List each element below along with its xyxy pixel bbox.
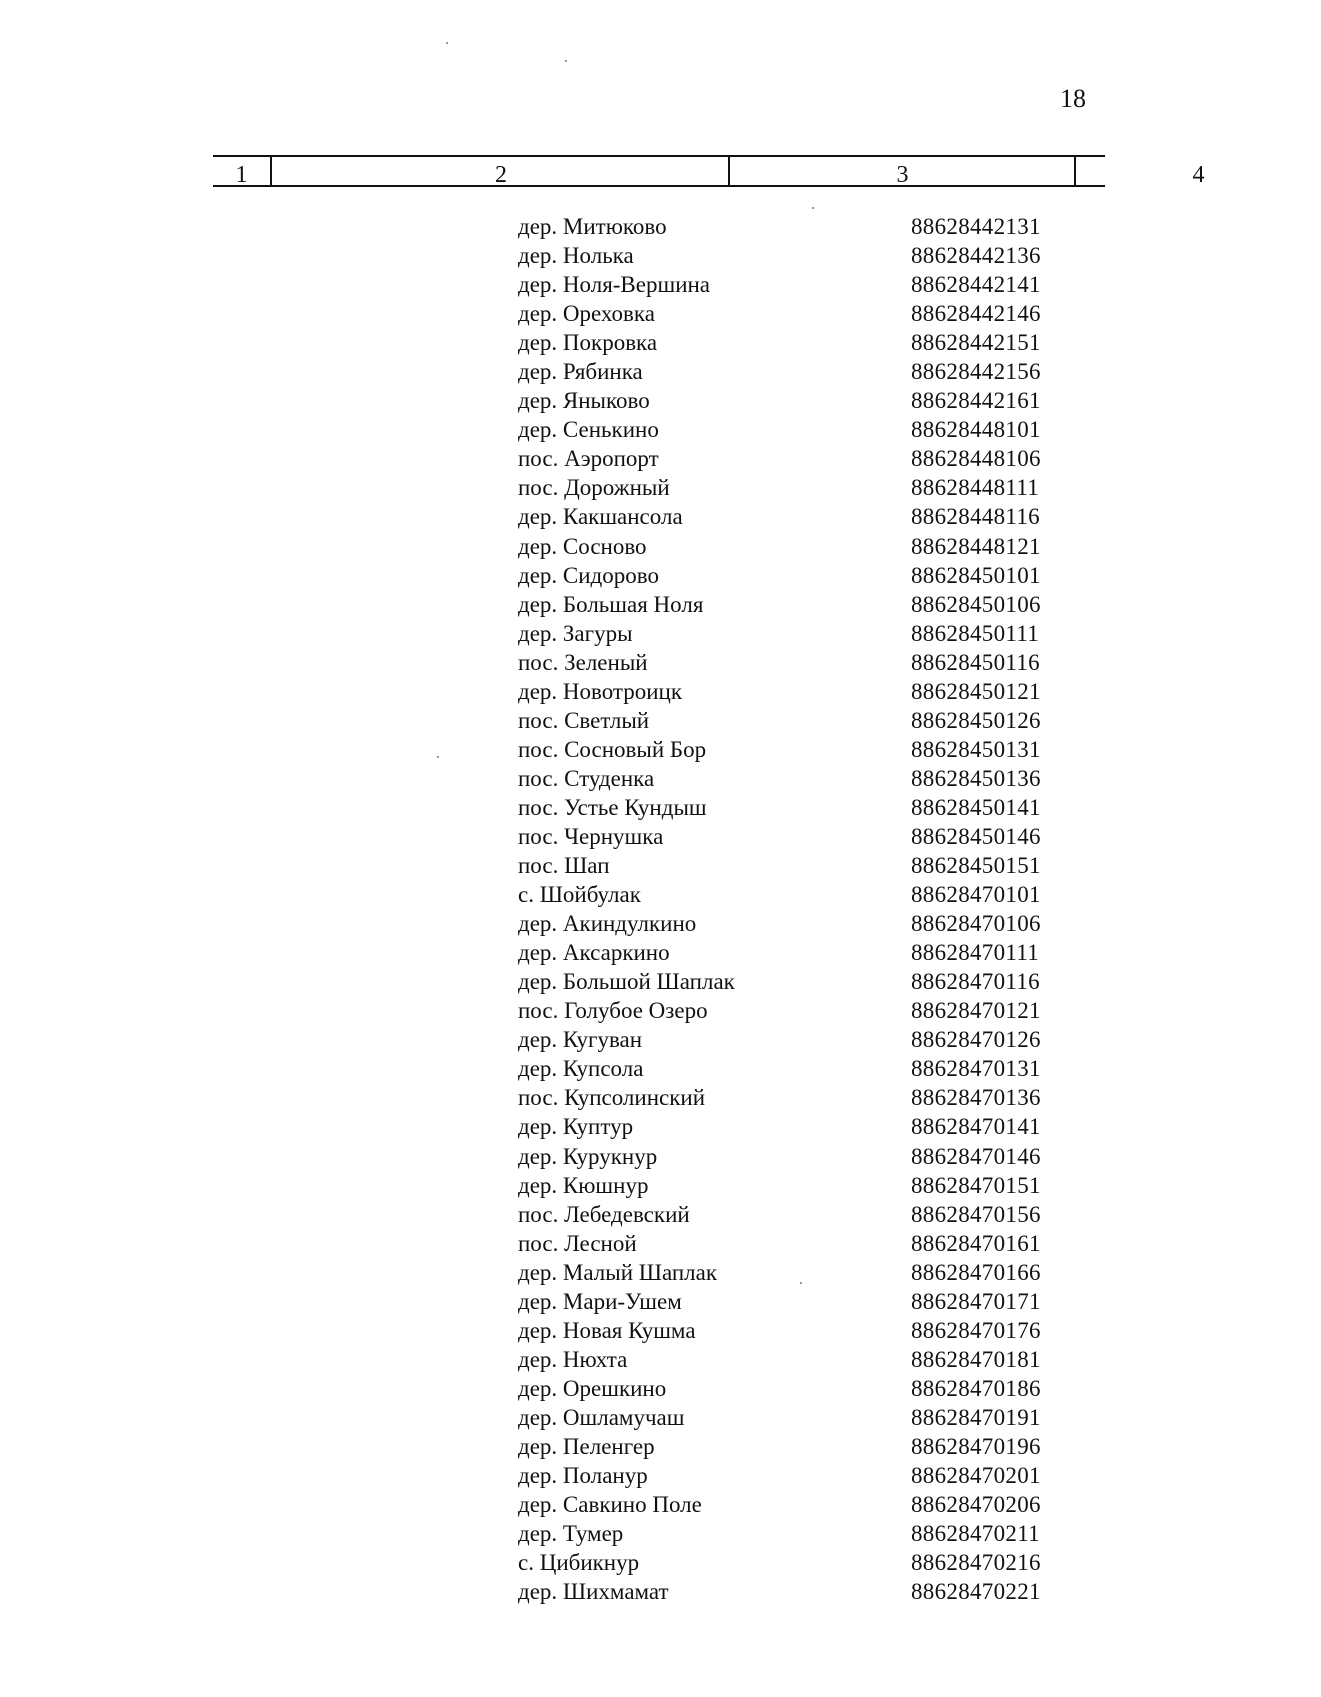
list-item [0,1142,1200,1171]
settlement-code: 88628442161 [911,388,1041,414]
settlement-code: 88628470221 [911,1579,1041,1605]
settlement-name: дер. Аксаркино [518,940,670,966]
settlement-code: 88628470156 [911,1201,1041,1227]
list-item [0,1229,1200,1258]
list-item [0,1287,1200,1316]
column-header-2: 2 [495,162,507,188]
settlement-name: дер. Рябинка [518,359,643,385]
list-item [0,299,1200,328]
list-item [0,1200,1200,1229]
settlement-name: дер. Сосново [518,533,647,559]
settlement-code: 88628470166 [911,1259,1041,1285]
settlement-code: 88628450101 [911,562,1041,588]
list-item [0,938,1200,967]
settlement-name: пос. Лебедевский [518,1201,690,1227]
list-item [0,764,1200,793]
list-item [0,677,1200,706]
settlement-code: 88628448101 [911,417,1041,443]
settlement-code: 88628450116 [911,649,1040,675]
settlement-code: 88628442146 [911,301,1041,327]
list-item [0,1054,1200,1083]
settlement-code: 88628470106 [911,911,1041,937]
settlement-code: 88628470101 [911,882,1041,908]
settlement-name: дер. Нюхта [518,1346,628,1372]
scan-speck [437,756,439,758]
settlement-name: пос. Купсолинский [518,1085,706,1111]
list-item [0,532,1200,561]
settlement-name: дер. Ноля-Вершина [518,272,711,298]
settlement-code: 88628470126 [911,1027,1041,1053]
list-item [0,1316,1200,1345]
list-item [0,473,1200,502]
list-item [0,212,1200,241]
list-item [0,1112,1200,1141]
list-item [0,1374,1200,1403]
list-item [0,1025,1200,1054]
settlement-code: 88628450106 [911,591,1041,617]
settlement-name: дер. Ошламучаш [518,1404,685,1430]
settlement-name: дер. Акиндулкино [518,911,697,937]
list-item [0,1258,1200,1287]
settlement-name: дер. Малый Шаплак [518,1259,718,1285]
list-item [0,996,1200,1025]
settlement-name: пос. Сосновый Бор [518,736,707,762]
list-item [0,735,1200,764]
settlement-name: дер. Сенькино [518,417,659,443]
settlement-name: дер. Орешкино [518,1375,667,1401]
settlement-code: 88628470181 [911,1346,1041,1372]
settlement-code: 88628450136 [911,765,1041,791]
settlement-code: 88628470136 [911,1085,1041,1111]
settlement-name: дер. Новотроицк [518,678,683,704]
settlement-code: 88628448111 [911,475,1040,501]
column-header-table [213,155,1205,188]
scan-speck [565,60,567,62]
settlement-code: 88628470186 [911,1375,1041,1401]
scan-speck [812,207,814,209]
settlement-name: пос. Студенка [518,765,655,791]
settlement-code: 88628450151 [911,853,1041,879]
settlement-name: пос. Чернушка [518,823,664,849]
settlement-code: 88628470161 [911,1230,1041,1256]
settlement-code: 88628442151 [911,330,1041,356]
settlement-code: 88628470151 [911,1172,1041,1198]
settlement-name: дер. Курукнур [518,1143,658,1169]
settlement-code: 88628470121 [911,998,1041,1024]
list-item [0,851,1200,880]
settlement-code: 88628450131 [911,736,1041,762]
list-item [0,1083,1200,1112]
settlement-code: 88628450141 [911,794,1041,820]
settlement-name: дер. Шихмамат [518,1579,669,1605]
settlement-code: 88628470131 [911,1056,1041,1082]
settlement-code: 88628470171 [911,1288,1041,1314]
list-item [0,706,1200,735]
list-item [0,1403,1200,1432]
settlement-name: дер. Поланур [518,1463,648,1489]
settlement-code: 88628470146 [911,1143,1041,1169]
settlement-name: дер. Нолька [518,243,634,269]
list-item [0,357,1200,386]
settlement-code: 88628470216 [911,1550,1041,1576]
settlement-code: 88628450126 [911,707,1041,733]
settlement-code: 88628448121 [911,533,1041,559]
settlement-name: дер. Купсола [518,1056,644,1082]
settlement-name: пос. Дорожный [518,475,670,501]
settlement-name: пос. Устье Кундыш [518,794,707,820]
settlement-code: 88628442136 [911,243,1041,269]
settlement-code: 88628470191 [911,1404,1041,1430]
settlement-name: пос. Аэропорт [518,446,659,472]
settlement-code: 88628442131 [911,214,1041,239]
settlement-code: 88628448106 [911,446,1041,472]
column-header-4: 4 [1192,162,1205,188]
list-item [0,1577,1200,1606]
list-item [0,619,1200,648]
settlement-name: с. Шойбулак [518,882,641,908]
list-item [0,270,1200,299]
settlement-name: дер. Большой Шаплак [518,969,735,995]
settlement-code: 88628470116 [911,969,1040,995]
list-item [0,909,1200,938]
settlement-code: 88628442156 [911,359,1041,385]
list-item [0,444,1200,473]
column-header-3: 3 [896,162,909,188]
settlement-name: пос. Зеленый [518,649,648,675]
settlement-code: 88628442141 [911,272,1041,298]
settlement-name: дер. Какшансола [518,504,683,530]
settlement-name: дер. Новая Кушма [518,1317,696,1343]
list-item [0,561,1200,590]
settlement-name: пос. Светлый [518,707,650,733]
list-item [0,648,1200,677]
list-item [0,880,1200,909]
settlement-code: 88628470196 [911,1433,1041,1459]
list-item [0,1490,1200,1519]
settlement-name: дер. Большая Ноля [518,591,704,617]
settlement-name: дер. Мари-Ушем [518,1288,682,1314]
list-item [0,241,1200,270]
list-item [0,386,1200,415]
settlement-name: дер. Куптур [518,1114,634,1140]
settlement-code: 88628448116 [911,504,1040,530]
settlement-name: дер. Сидорово [518,562,659,588]
list-item [0,967,1200,996]
scan-speck [800,1282,802,1284]
list-item [0,590,1200,619]
settlement-name: дер. Ореховка [518,301,655,327]
settlement-code: 88628450111 [911,620,1040,646]
settlement-name: дер. Загуры [518,620,633,646]
list-item [0,1345,1200,1374]
list-item [0,1461,1200,1490]
settlement-name: дер. Кугуван [518,1027,643,1053]
list-item [0,1519,1200,1548]
settlement-code: 88628470201 [911,1463,1041,1489]
list-item [0,1171,1200,1200]
settlement-name: пос. Голубое Озеро [518,998,708,1024]
settlement-name: дер. Митюково [518,214,667,239]
settlement-name: дер. Яныково [518,388,650,414]
settlement-code: 88628470111 [911,940,1040,966]
list-item [0,328,1200,357]
settlement-code: 88628470206 [911,1492,1041,1518]
settlement-code: 88628450146 [911,823,1041,849]
scan-speck [446,42,448,44]
settlement-name: дер. Тумер [518,1521,624,1547]
list-item [0,1432,1200,1461]
settlement-name: дер. Пеленгер [518,1433,655,1459]
settlement-code: 88628470211 [911,1521,1040,1547]
column-header-1: 1 [235,162,248,188]
list-item [0,502,1200,531]
list-item [0,415,1200,444]
page-number: 18 [1060,84,1086,113]
settlement-name: пос. Лесной [518,1230,637,1256]
settlement-code: 88628470176 [911,1317,1041,1343]
settlement-code-list [0,212,1200,1606]
list-item [0,793,1200,822]
settlement-code: 88628450121 [911,678,1041,704]
settlement-name: с. Цибикнур [518,1550,640,1576]
settlement-name: дер. Савкино Поле [518,1492,702,1518]
settlement-name: пос. Шап [518,853,610,879]
list-item [0,1548,1200,1577]
settlement-name: дер. Кюшнур [518,1172,649,1198]
settlement-name: дер. Покровка [518,330,658,356]
list-item [0,822,1200,851]
settlement-code: 88628470141 [911,1114,1041,1140]
